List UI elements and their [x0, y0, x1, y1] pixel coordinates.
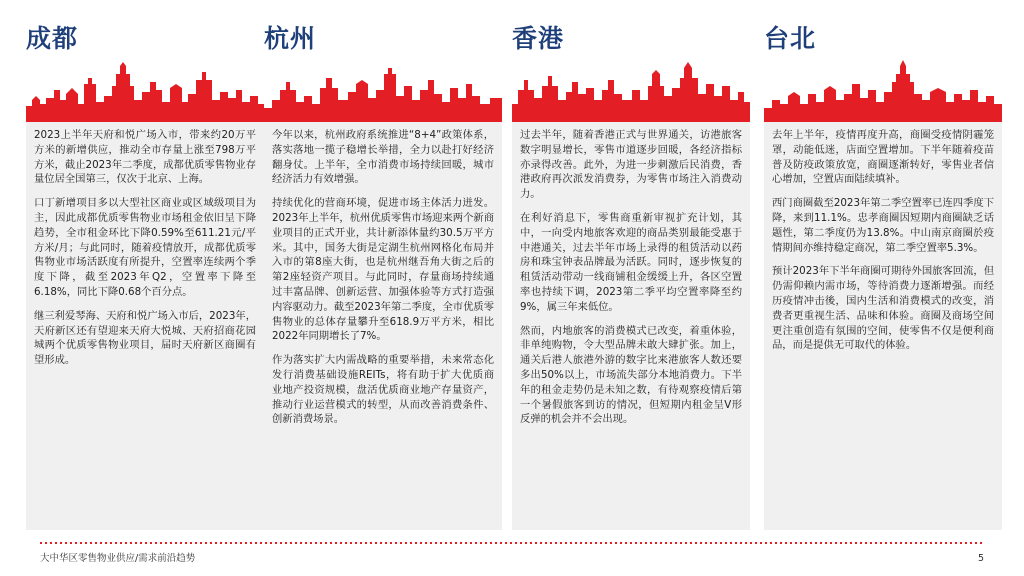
paragraph: 今年以来，杭州政府系统推进“8+4”政策体系，落实落地一揽子稳增长举措，全力以赴打好经济翻身仗。上半年，全市消费市场持续回暖，城市经济活力有效增强。: [272, 129, 494, 186]
city-title: 成都: [26, 24, 79, 53]
text-panel: [26, 122, 264, 530]
city-title: 台北: [764, 24, 817, 53]
paragraph: 在利好消息下，零售商重新审视扩充计划，其中，一向受内地旅客欢迎的商品类别最能受惠于中港通关，过去半年市场上录得的租赁活动以药房和珠宝钟表品牌最为活跃。同时，逐步恢复的租赁活动带动一线商铺租金缓缓上升，各区空置率也持续下调，2023第二季平均空置率降至约9%，属三年来低位。: [520, 211, 742, 313]
paragraph: 然而，内地旅客的消费模式已改变，着重体验，非单纯购物，令大型品牌未敢大肆扩张。加上，通关后港人旅港外游的数字比来港旅客人数还要多出50%以上，市场流失部分本地消费力。下半年的租金走势仍是未知之数，有待观察疫情后第一个暑假旅客到访的情况，但短期内租金呈V形反弹的机会并不会出现。: [520, 324, 742, 426]
column-hongkong: [512, 0, 750, 530]
paragraph: 预计2023年下半年商圈可期待外国旅客回流，但仍需仰赖内需市场，等待消费力逐渐增强。而经历疫情冲击後，国内生活和消费模式的改变，消费者更重视生活、品味和体验。商圈及商场空间更注重创造有氛围的空间，使零售不仅是便利商品，而是提供无可取代的体验。: [772, 265, 994, 352]
paragraph: 持续优化的营商环境，促进市场主体活力迸发。2023年上半年，杭州优质零售市场迎来两个新商业项目的正式开业，共计新添体量约30.5万平方米。其中，国务大街是定湖生杭州网格化布局并入市的第8座大街，也是杭州继吾角大街之后的第2座轻资产项目。与此同时，存量商场持续通过丰富品牌、创新运营、加强体验等方式打造强内容驱动力。截至2023年第二季度，全市优质零售物业的总体存量攀升至618.9万平方米，相比2022年同期增长了7%。: [272, 197, 494, 343]
chengdu-skyline-image: [26, 60, 264, 122]
text-panel: [264, 122, 502, 530]
column-taipei: [764, 0, 1002, 530]
paragraph: 去年上半年，疫情再度升高，商圈受疫情阴霾笼罩，动能低迷，店面空置增加。下半年随着疫苗普及防疫政策放宽，商圈逐渐转好，零售业者信心增加，空置店面陆续填补。: [772, 129, 994, 186]
page-number: 5: [977, 553, 984, 564]
city-title: 杭州: [264, 24, 317, 53]
city-title: 香港: [512, 24, 565, 53]
column-hangzhou: [264, 0, 502, 530]
paragraph: 继三利爱琴海、天府和悦广场入市后，2023年，天府新区还有望迎来天府大悦城、天府招商花园城两个优质零售物业项目，届时天府新区商圈有望形成。: [34, 309, 256, 367]
text-panel: [764, 122, 1002, 530]
paragraph: 过去半年，随着香港正式与世界通关，访港旅客数字明显增长，零售市道逐步回暖，各经济指标亦录得改善。此外，为进一步刺激后民消费，香港政府再次派发消费券，为零售市场注入消费动力。: [520, 129, 742, 201]
paragraph: 2023上半年天府和悦广场入市，带来约20万平方米的新增供应，推动全市存量上涨至798万平方米，截止2023年二季度，成都优质零售物业存量位居全国第三，仅次于北京、上海。: [34, 129, 256, 186]
footer-dotted-rule: [40, 541, 984, 545]
paragraph: 口丁新增项目多以大型社区商业或区域级项目为主，因此成都优质零售物业市场租金依旧呈下降趋势，全市租金环比下降0.59%至611.21元/平方米/月；与此同时，随着疫情放开，成都优质零售物业市场活跃度有所提升，空置率连续两个季度下降，截至2023年Q2，空置率下降至6.18%，同比下降0.68个百分点。: [34, 197, 256, 298]
column-chengdu: [26, 0, 264, 530]
paragraph: 西门商圈截至2023年第二季空置率已连四季度下降，来到11.1%。忠孝商圈因短期内商圈缺乏话题性，第二季度仍为13.8%。中山南京商圈於疫情期间亦维持稳定商况，第二季空置率5.3%。: [772, 197, 994, 254]
hongkong-skyline-image: [512, 60, 750, 122]
footer-caption: 大中华区零售物业供应/需求前沿趋势: [40, 553, 196, 564]
text-panel: [512, 122, 750, 530]
taipei-skyline-image: [764, 60, 1002, 122]
paragraph: 作为落实扩大内需战略的重要举措，未来常态化发行消费基础设施REITs，将有助于扩大优质商业地产投资规模，盘活优质商业地产存量资产，推动行业运营模式的转型，从而改善消费条件、创新消费场景。: [272, 354, 494, 426]
hangzhou-skyline-image: [264, 60, 502, 122]
